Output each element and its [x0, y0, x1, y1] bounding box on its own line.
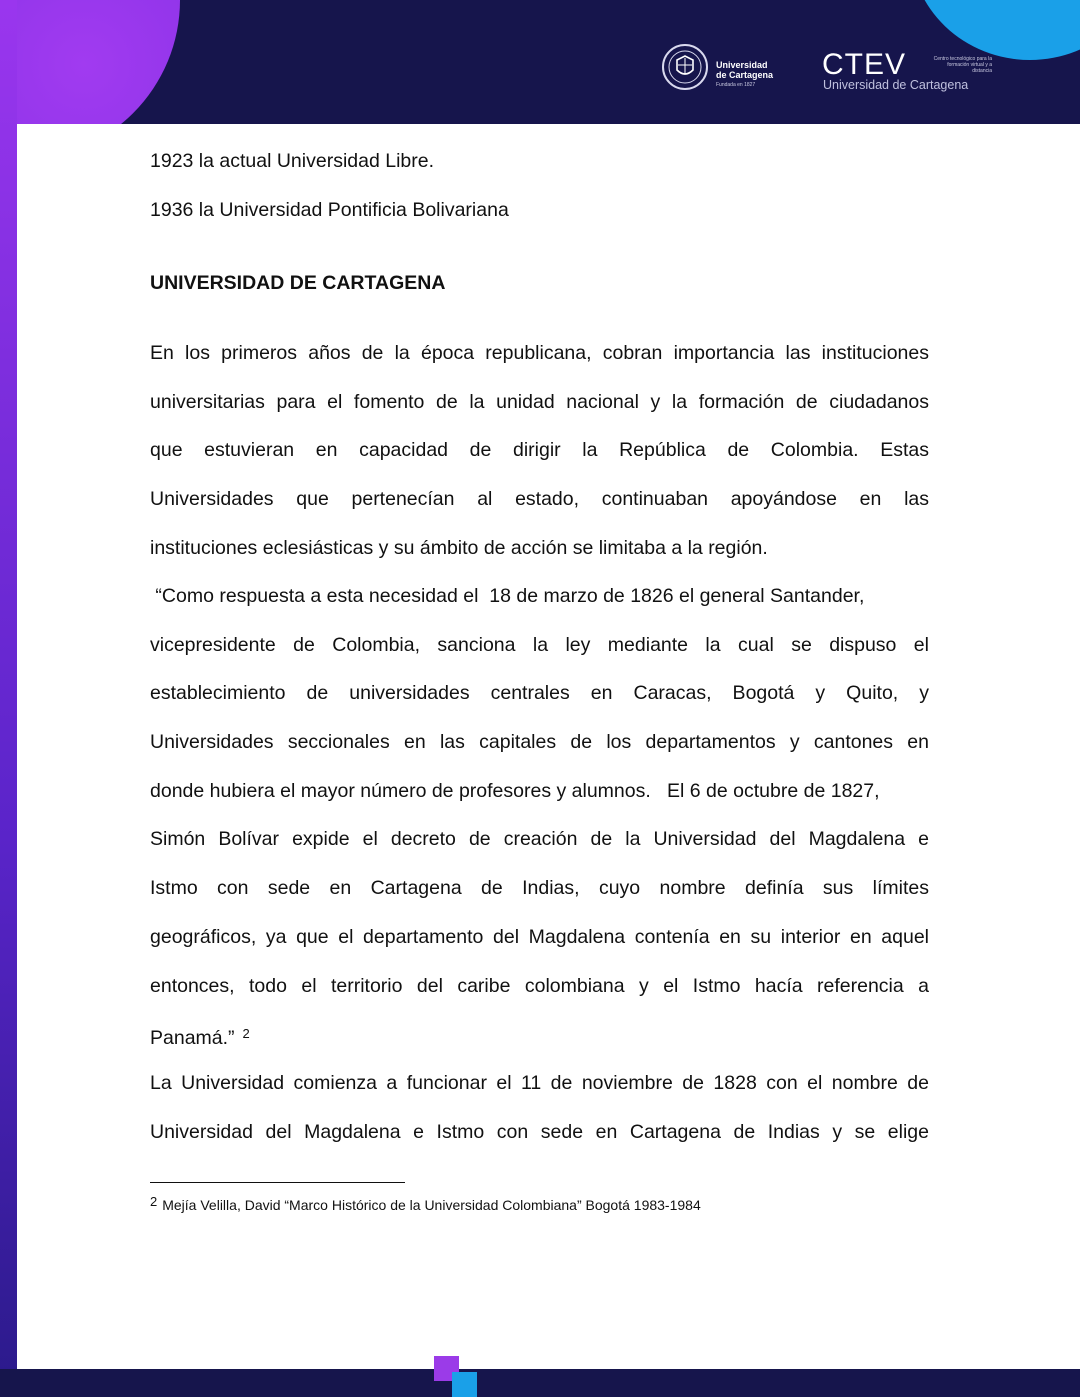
universidad-de-cartagena-logo [660, 42, 780, 94]
paragraph-line: entonces, todo el territorio del caribe colombiana y el Istmo hacía referencia a [150, 974, 929, 997]
ctev-title: CTEV [822, 48, 907, 81]
paragraph-line: Panamá.” [150, 1027, 235, 1050]
footnote-separator [150, 1182, 405, 1183]
paragraph-line: instituciones eclesiásticas y su ámbito de acción se limitaba a la región. [150, 536, 768, 559]
decorative-purple-shape [0, 0, 180, 124]
paragraph-3 [150, 1059, 929, 1156]
paragraph-1 [150, 329, 929, 572]
paragraph-line: “Como respuesta a esta necesidad el 18 de marzo de 1826 el general Santander, [150, 585, 865, 607]
paragraph-line: Universidades que pertenecían al estado, continuaban apoyándose en las [150, 488, 929, 511]
paragraph-line: La Universidad comienza a funcionar el 11 de noviembre de 1828 con el nombre de [150, 1072, 929, 1094]
university-founded: Fundada en 1827 [716, 82, 756, 88]
university-seal-icon [660, 42, 710, 92]
footnote-text: Mejía Velilla, David “Marco Histórico de la Universidad Colombiana” Bogotá 1983-1984 [162, 1197, 701, 1213]
decorative-left-strip [0, 0, 17, 1397]
ctev-tagline: Centro tecnológico para la formación virtual y a distancia [933, 56, 992, 74]
paragraph-line: geográficos, ya que el departamento del Magdalena contenía en su interior en aquel [150, 925, 929, 948]
footnote-reference[interactable]: 2 [242, 1026, 250, 1042]
paragraph-line-with-footnote [150, 1010, 929, 1059]
paragraph-line: Universidad del Magdalena e Istmo con sede en Cartagena de Indias y se elige [150, 1120, 929, 1143]
paragraph-2-quote [150, 572, 929, 1059]
paragraph-line: En los primeros años de la época republicana, cobran importancia las instituciones [150, 342, 929, 364]
decorative-cyan-square [452, 1372, 477, 1397]
footnote-number: 2 [150, 1194, 158, 1209]
paragraph-line: universitarias para el fomento de la unidad nacional y la formación de ciudadanos [150, 390, 929, 413]
ctev-logo [822, 48, 1002, 96]
ctev-subtitle: Universidad de Cartagena [823, 78, 969, 92]
paragraph-line: que estuvieran en capacidad de dirigir la República de Colombia. Estas [150, 439, 929, 462]
paragraph-line: Universidades seccionales en las capitales de los departamentos y cantones en [150, 731, 929, 754]
list-line-1936: 1936 la Universidad Pontificia Bolivariana [150, 199, 509, 221]
footer-bar [0, 1369, 1080, 1397]
footnote [150, 1193, 701, 1214]
list-line-1923: 1923 la actual Universidad Libre. [150, 150, 435, 172]
section-heading: UNIVERSIDAD DE CARTAGENA [150, 272, 446, 294]
header-banner [0, 0, 1080, 124]
paragraph-line: donde hubiera el mayor número de profesores y alumnos. El 6 de octubre de 1827, [150, 779, 880, 802]
paragraph-line: vicepresidente de Colombia, sanciona la ley mediante la cual se dispuso el [150, 633, 929, 656]
decorative-cyan-shape [910, 0, 1080, 60]
university-name: Universidad de Cartagena [716, 60, 774, 80]
paragraph-line: Istmo con sede en Cartagena de Indias, cuyo nombre definía sus límites [150, 877, 929, 900]
paragraph-line: Simón Bolívar expide el decreto de creación de la Universidad del Magdalena e [150, 828, 929, 851]
paragraph-line: establecimiento de universidades centrales en Caracas, Bogotá y Quito, y [150, 682, 929, 705]
